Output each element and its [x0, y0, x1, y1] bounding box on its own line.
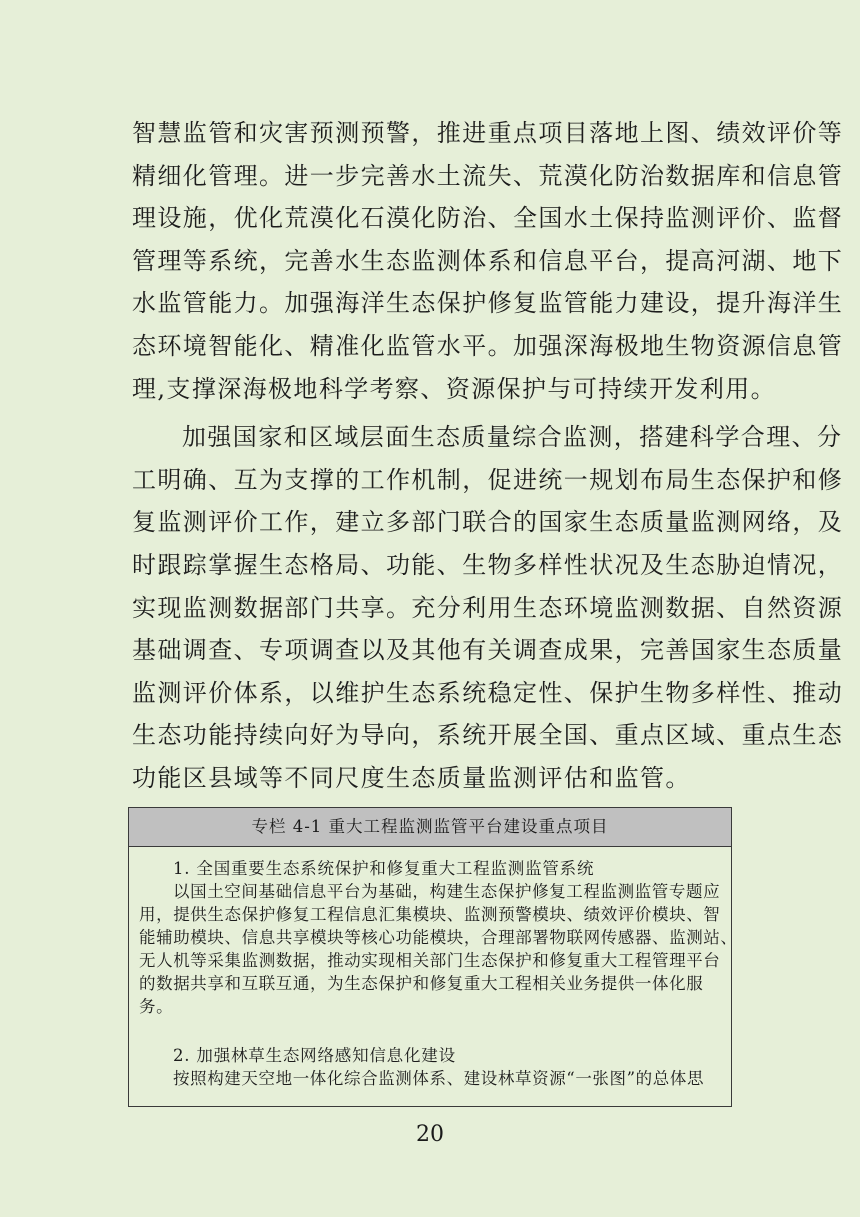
text-line: 能辅助模块、信息共享模块等核心功能模块，合理部署物联网传感器、监测站、 — [139, 928, 738, 947]
body-text — [132, 112, 844, 800]
text-line: 水监管能力。加强海洋生态保护修复监管能力建设，提升海洋生 — [132, 289, 844, 318]
text-line: 实现监测数据部门共享。充分利用生态环境监测数据、自然资源 — [132, 593, 844, 622]
box-item-text — [129, 880, 738, 1018]
text-line: 务。 — [139, 997, 174, 1016]
page-number: 20 — [416, 1122, 444, 1147]
special-column-box — [128, 807, 738, 1107]
text-line: 精细化管理。进一步完善水土流失、荒漠化防治数据库和信息管 — [132, 161, 844, 190]
text-line: 管理等系统，完善水生态监测体系和信息平台，提高河湖、地下 — [132, 246, 844, 275]
text-line: 无人机等采集监测数据，推动实现相关部门生态保护和修复重大工程管理平台 — [139, 951, 721, 970]
text-line: 用，提供生态保护修复工程信息汇集模块、监测预警模块、绩效评价模块、智 — [139, 905, 721, 924]
text-line: 工明确、互为支撑的工作机制，促进统一规划布局生态保护和修 — [132, 465, 844, 494]
text-line: 基础调查、专项调查以及其他有关调查成果，完善国家生态质量 — [132, 636, 844, 665]
box-title: 专栏 4-1 重大工程监测监管平台建设重点项目 — [129, 808, 731, 847]
box-item-text — [129, 1067, 731, 1090]
text-line: 监测评价体系，以维护生态系统稳定性、保护生物多样性、推动 — [132, 678, 844, 707]
text-line: 生态功能持续向好为导向，系统开展全国、重点区域、重点生态 — [132, 721, 844, 750]
text-line: 理,支撑深海极地科学考察、资源保护与可持续开发利用。 — [132, 374, 777, 403]
text-line: 智慧监管和灾害预测预警，推进重点项目落地上图、绩效评价等 — [132, 119, 844, 147]
text-line: 按照构建天空地一体化综合监测体系、建设林草资源“一张图”的总体思 — [173, 1069, 705, 1088]
spacer — [129, 1018, 731, 1044]
text-line: 功能区县域等不同尺度生态质量监测评估和监管。 — [132, 763, 691, 792]
paragraph-2 — [132, 416, 844, 799]
paragraph-1 — [132, 112, 844, 410]
text-line: 加强国家和区域层面生态质量综合监测，搭建科学合理、分 — [182, 423, 843, 452]
text-line: 态环境智能化、精准化监管水平。加强深海极地生物资源信息管 — [132, 331, 844, 360]
text-line: 以国土空间基础信息平台为基础，构建生态保护修复工程监测监管专题应 — [173, 882, 721, 901]
text-line: 复监测评价工作，建立多部门联合的国家生态质量监测网络，及 — [132, 508, 844, 537]
box-body — [129, 847, 738, 1090]
box-item-title: 1. 全国重要生态系统保护和修复重大工程监测监管系统 — [173, 859, 595, 878]
box-item-title: 2. 加强林草生态网络感知信息化建设 — [173, 1046, 456, 1065]
text-line: 时跟踪掌握生态格局、功能、生物多样性状况及生态胁迫情况， — [132, 550, 844, 579]
text-line: 理设施，优化荒漠化石漠化防治、全国水土保持监测评价、监督 — [132, 204, 844, 233]
text-line: 的数据共享和互联互通，为生态保护和修复重大工程相关业务提供一体化服 — [139, 974, 704, 993]
